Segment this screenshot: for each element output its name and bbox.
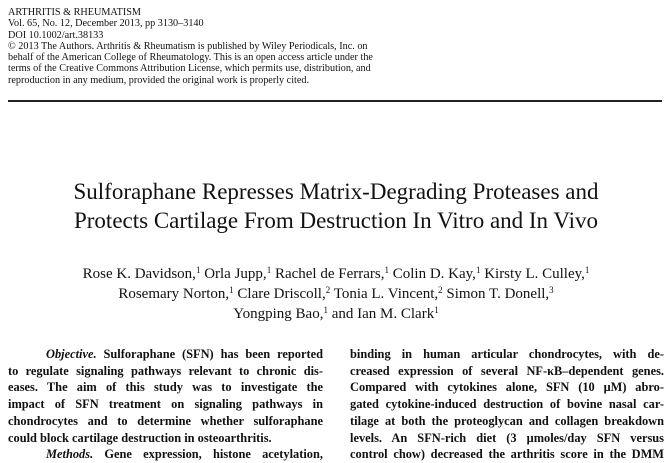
abstract-line: creased expression of several NF-κB–dependent genes.	[350, 363, 664, 378]
abstract-line: impact of SFN treatment on signaling pathways in	[8, 397, 323, 412]
abstract-line: tilage at both the proteoglycan and collagen breakdown	[350, 413, 664, 428]
objective-label: Objective.	[46, 347, 97, 361]
copyright-line: reproduction in any medium, provided the original work is properly cited.	[8, 74, 310, 86]
author: Yongping Bao,$^1$	[233, 305, 328, 322]
methods-label: Methods.	[46, 447, 94, 462]
author-line	[0, 284, 672, 304]
author-list	[0, 264, 672, 324]
abstract-line: could block cartilage destruction in osteoarthritis.	[8, 430, 272, 445]
abstract-line: gated cytokine-induced destruction of bovine nasal car-	[350, 397, 664, 412]
author: Kirsty L. Culley,$^1$	[484, 265, 590, 282]
abstract-line: levels. An SFN-rich diet (3 μmoles/day SFN versus	[350, 430, 664, 445]
author: Rose K. Davidson,$^1$	[82, 265, 201, 282]
abstract-left-column	[8, 346, 323, 463]
journal-header	[8, 7, 664, 86]
abstract-line: Methods. Gene expression, histone acetylation,	[46, 447, 323, 462]
copyright-line: behalf of the American College of Rheumatology. This is an open access article under the	[8, 52, 373, 64]
article-title	[0, 178, 672, 235]
doi: DOI 10.1002/art.38133	[8, 29, 104, 41]
author: and Ian M. Clark$^1$	[331, 305, 439, 322]
abstract-right-column	[350, 346, 664, 463]
author-line	[0, 304, 672, 324]
author-line	[0, 264, 672, 284]
abstract-line: binding in human articular chondrocytes, with de-	[350, 347, 664, 361]
author: Clare Driscoll,$^2$	[237, 285, 331, 302]
author: Tonia L. Vincent,$^2$	[333, 285, 443, 302]
abstract-line: control chow) decreased the arthritis score in the DMM	[350, 447, 664, 462]
copyright-line: © 2013 The Authors. Arthritis & Rheumatism is published by Wiley Periodicals, Inc. on	[8, 40, 368, 52]
title-line: Protects Cartilage From Destruction In Vitro and In Vivo	[73, 207, 599, 233]
copyright-line: terms of the Creative Commons Attribution License, which permits use, distribution, and	[8, 63, 371, 75]
abstract-line: eases. The aim of this study was to investigate the	[8, 380, 323, 395]
author: Rosemary Norton,$^1$	[118, 285, 234, 302]
abstract-line: chondrocytes and to determine whether sulforaphane	[8, 413, 323, 428]
header-divider	[8, 100, 662, 102]
author: Rachel de Ferrars,$^1$	[274, 265, 389, 282]
abstract-line: Objective. Sulforaphane (SFN) has been reported	[46, 347, 323, 361]
title-line: Sulforaphane Represses Matrix-Degrading Proteases and	[73, 179, 599, 204]
journal-name: ARTHRITIS & RHEUMATISM	[8, 7, 141, 18]
abstract-line: to regulate signaling pathways relevant to chronic dis-	[8, 363, 323, 378]
author: Colin D. Kay,$^1$	[392, 265, 481, 282]
author: Simon T. Donell,$^3$	[446, 285, 554, 302]
volume-info: Vol. 65, No. 12, December 2013, pp 3130–3140	[8, 18, 204, 30]
author: Orla Jupp,$^1$	[204, 265, 272, 282]
abstract-line: Compared with cytokines alone, SFN (10 μM) abro-	[350, 380, 664, 395]
